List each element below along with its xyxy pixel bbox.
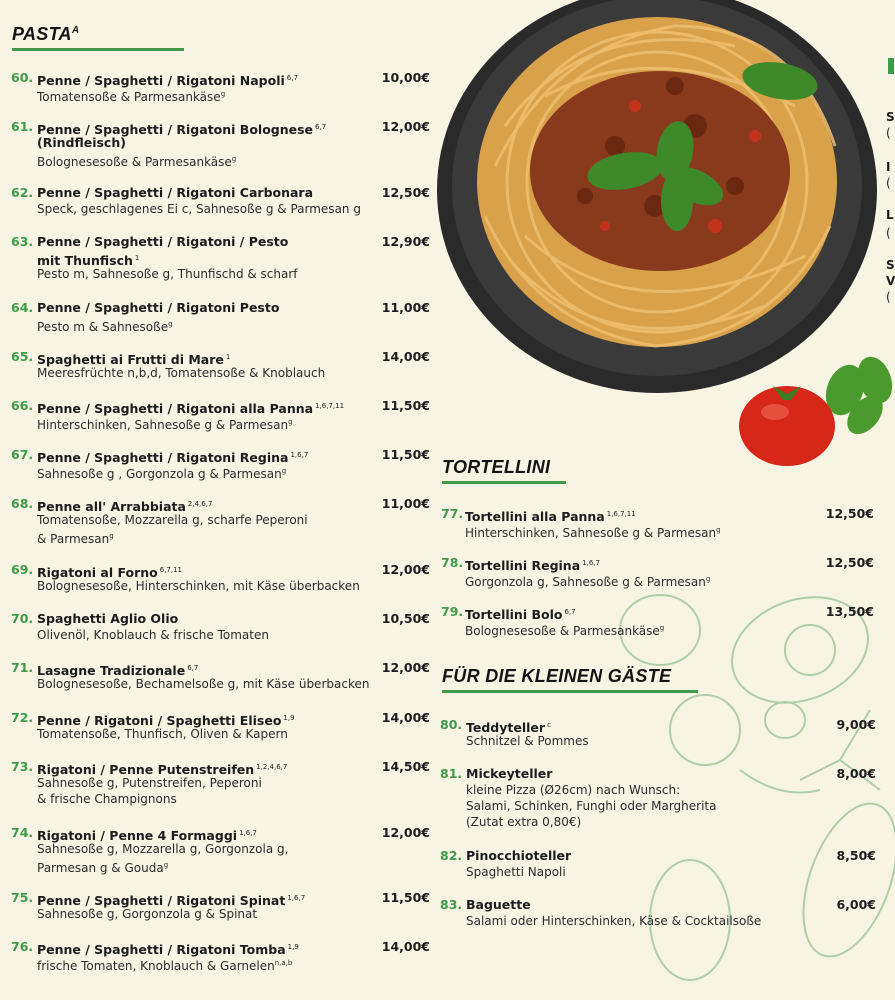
pasta-title: $PASTA^A$ [12,24,184,51]
item-name-text: Rigatoni al Forno [37,565,158,581]
item-description-text: Sahnesoße g, Putenstreifen, Peperoni [37,776,262,790]
item-price: 12,50€ [825,555,874,570]
item-description-text: Olivenöl, Knoblauch & frische Tomaten [37,628,269,642]
item-allergens: g [288,418,293,426]
item-price: 12,90€ [381,234,430,249]
item-number: 74. [11,825,34,840]
item-allergens: 1,6,7 [290,451,309,459]
edge-char: ( [886,126,891,140]
edge-char: V [886,274,895,288]
edge-char: ( [886,176,891,190]
item-description-text: Sahnesoße g, Mozzarella g, Gorgonzola g, [37,842,289,856]
item-price: 12,50€ [825,506,874,521]
item-name-text: Lasagne Tradizionale [37,663,186,679]
item-description-text: Bolognesesoße & Parmesankäse [465,624,660,638]
item-number: 62. [11,185,34,200]
item-allergens: g [220,90,226,98]
item-price: 10,50€ [381,611,430,626]
item-allergens: g [163,861,169,869]
item-number: 75. [11,890,34,905]
edge-char: L [886,208,894,222]
item-description [466,864,566,880]
item-price: 12,00€ [381,562,430,577]
item-allergens: g [231,155,237,163]
item-description-text: Schnitzel & Pommes [466,734,589,748]
menu-item [11,939,430,999]
item-price: 14,00€ [381,349,430,364]
item-description [37,841,288,857]
item-name-text: Penne / Spaghetti / Rigatoni Regina [37,450,289,466]
item-name-text: (Rindfleisch) [37,135,126,150]
item-price: 13,50€ [825,604,874,619]
item-name [37,185,313,201]
item-number: 73. [11,759,34,774]
item-description-text: kleine Pizza (Ø26cm) nach Wunsch: [466,783,681,797]
menu-item [11,825,430,885]
item-name-text: Penne / Spaghetti / Rigatoni Napoli [37,73,285,89]
item-name-text: Penne / Spaghetti / Rigatoni Tomba [37,942,286,958]
item-allergens: 1 [225,353,231,361]
item-number: 63. [11,234,34,249]
item-name-text: Penne / Spaghetti / Rigatoni Spinat [37,893,286,909]
item-price: 11,00€ [381,496,430,511]
item-price: 12,00€ [381,825,430,840]
edge-char: I [886,160,891,174]
item-name [466,897,531,913]
item-description-text: & Parmesan [37,532,110,546]
item-allergens: 1,9 [287,943,299,951]
item-description-text: Tomatensoße & Parmesankäse [37,90,221,104]
item-name-text: Rigatoni / Penne 4 Formaggi [37,828,238,844]
item-name-text: Tortellini Bolo [465,607,563,623]
item-description [465,620,664,639]
item-name [37,300,279,316]
item-price: 11,50€ [381,890,430,905]
item-description [37,857,168,876]
item-name-text: Teddyteller [466,720,546,736]
item-number: 83. [440,897,463,912]
item-description [37,528,114,547]
kids-title: FÜR DIE KLEINEN GÄSTE [442,666,698,693]
item-description-text: Hinterschinken, Sahnesoße g & Parmesan [465,526,717,540]
item-description [37,86,225,105]
menu-item [11,234,430,294]
item-price: 11,50€ [381,447,430,462]
item-description [37,365,325,381]
spaghetti-plate-image [435,0,885,398]
item-allergens: 1,2,4,6,7 [256,763,288,771]
item-name-text: Spaghetti Aglio Olio [37,611,179,626]
edge-char: ( [886,226,891,240]
item-description [37,414,293,433]
item-price: 14,00€ [381,939,430,954]
item-number: 66. [11,398,34,413]
item-number: 65. [11,349,34,364]
item-description-text: Sahnesoße g, Gorgonzola g & Spinat [37,907,258,921]
item-description-text: Tomatensoße, Mozzarella g, scharfe Peperoni [37,513,308,527]
item-number: 72. [11,710,34,725]
item-allergens: 6,7 [286,74,298,82]
item-number: 82. [440,848,463,863]
item-description-text: Bolognesesoße & Parmesankäse [37,155,232,169]
item-description [37,266,298,282]
item-name [466,848,571,864]
item-name-text: Penne / Rigatoni / Spaghetti Eliseo [37,713,282,729]
item-price: 14,00€ [381,710,430,725]
item-number: 79. [441,604,464,619]
item-name-text: Baguette [466,897,531,912]
menu-item [11,119,430,179]
item-description [37,775,262,791]
item-number: 64. [11,300,34,315]
item-description-text: Tomatensoße, Thunfisch, Oliven & Kapern [37,727,288,741]
menu-item [11,759,430,819]
edge-accent-bar [888,58,894,74]
menu-item [11,496,430,556]
item-number: 71. [11,660,34,675]
item-description [465,522,721,541]
item-number: 61. [11,119,34,134]
edge-char: S [886,258,895,272]
item-description-text: & frische Champignons [37,792,177,806]
item-description [37,578,360,594]
item-name-text: Penne / Spaghetti / Rigatoni alla Panna [37,401,314,417]
item-number: 69. [11,562,34,577]
item-name-text: Tortellini Regina [465,558,581,574]
item-description [37,151,236,170]
item-description [37,955,292,974]
item-description [37,512,308,528]
item-allergens: g [281,467,287,475]
item-number: 81. [440,766,463,781]
menu-item [440,897,876,957]
tortellini-title: TORTELLINI [442,457,566,484]
item-description-text: Bolognesesoße, Hinterschinken, mit Käse überbacken [37,579,360,593]
item-description-text: Sahnesoße g , Gorgonzola g & Parmesan [37,467,282,481]
item-description [37,463,286,482]
item-price: 12,00€ [381,119,430,134]
item-name-text: Rigatoni / Penne Putenstreifen [37,762,255,778]
item-description-text: (Zutat extra 0,80€) [466,815,582,829]
item-allergens: 6,7 [315,123,327,131]
item-allergens: n,a,b [274,959,293,967]
item-description-text: frische Tomaten, Knoblauch & Garnelen [37,959,275,973]
item-name-text: Penne / Spaghetti / Rigatoni Carbonara [37,185,314,200]
item-name-text: Tortellini alla Panna [465,509,605,525]
item-description [466,733,589,749]
item-allergens: g [659,624,665,632]
edge-char: S [886,110,895,124]
item-description-text: Pesto m, Sahnesoße g, Thunfischd & scharf [37,267,298,281]
item-allergens: g [716,526,721,534]
item-number: 68. [11,496,34,511]
item-name [37,234,288,250]
item-description [37,627,269,643]
item-description [37,676,369,692]
item-description [37,316,173,335]
item-name-text: Pinocchioteller [466,848,572,863]
item-allergens: 1,6,7 [287,894,306,902]
item-allergens: 6,7 [564,608,576,616]
item-price: 11,50€ [381,398,430,413]
item-name [466,766,552,782]
item-number: 60. [11,70,34,85]
item-number: 70. [11,611,34,626]
item-allergens: 1,6,7 [239,829,257,837]
item-name-text: mit Thunfisch [37,253,133,269]
item-number: 78. [441,555,464,570]
item-number: 80. [440,717,463,732]
item-description [466,913,761,929]
item-price: 10,00€ [381,70,430,85]
item-price: 12,00€ [381,660,430,675]
menu-item [441,604,874,664]
item-name-line2 [37,135,126,151]
item-allergens: 1,9 [283,714,295,722]
item-allergens: 6,7,11 [159,566,182,574]
item-number: 77. [441,506,464,521]
item-allergens: 1 [134,254,140,262]
item-price: 12,50€ [381,185,430,200]
item-number: 76. [11,939,34,954]
item-name-text: Penne all' Arrabbiata [37,499,186,515]
item-description-text: Speck, geschlagenes Ei c, Sahnesoße g & Parmesan g [37,202,361,216]
item-price: 14,50€ [381,759,430,774]
item-allergens: 1,6,7,11 [606,510,636,518]
item-description [466,798,717,814]
item-description-text: Hinterschinken, Sahnesoße g & Parmesan [37,418,289,432]
item-allergens: g [109,532,114,540]
item-price: 11,00€ [381,300,430,315]
item-allergens: 6,7 [187,664,199,672]
item-name-text: Spaghetti ai Frutti di Mare [37,352,224,368]
item-allergens: c [547,721,551,729]
item-description-text: Meeresfrüchte n,b,d, Tomatensoße & Knoblauch [37,366,326,380]
item-number: 67. [11,447,34,462]
item-description [37,201,361,217]
item-allergens: 1,6,7,11 [315,402,345,410]
item-description-text: Gorgonzola g, Sahnesoße g & Parmesan [465,575,706,589]
item-description-text: Spaghetti Napoli [466,865,566,879]
item-price: 8,00€ [836,766,876,781]
item-description [466,814,581,830]
edge-char: ( [886,290,891,304]
item-description [37,726,288,742]
item-price: 8,50€ [836,848,876,863]
item-name [37,611,178,627]
item-description-text: Salami, Schinken, Funghi oder Margherita [466,799,717,813]
item-description [465,571,710,590]
item-allergens: g [168,320,173,328]
item-name-text: Mickeyteller [466,766,553,781]
tomato-image [735,350,894,470]
item-description-text: Parmesan g & Gouda [37,861,164,875]
item-description [466,782,680,798]
item-price: 9,00€ [836,717,876,732]
item-description [37,906,257,922]
item-name-text: Penne / Spaghetti / Rigatoni / Pesto [37,234,289,249]
item-description-text: Salami oder Hinterschinken, Käse & Cocktailsoße [466,914,762,928]
menu-item [440,766,876,829]
item-allergens: 1,6,7 [582,559,600,567]
item-description [37,791,177,807]
item-name-text: Penne / Spaghetti / Rigatoni Bolognese [37,122,314,138]
item-price: 6,00€ [836,897,876,912]
item-description-text: Pesto m & Sahnesoße [37,320,169,334]
item-allergens: g [705,575,711,583]
item-allergens: 2,4,6,7 [187,500,213,508]
item-description-text: Bolognesesoße, Bechamelsoße g, mit Käse überbacken [37,677,370,691]
item-name-text: Penne / Spaghetti / Rigatoni Pesto [37,300,280,315]
